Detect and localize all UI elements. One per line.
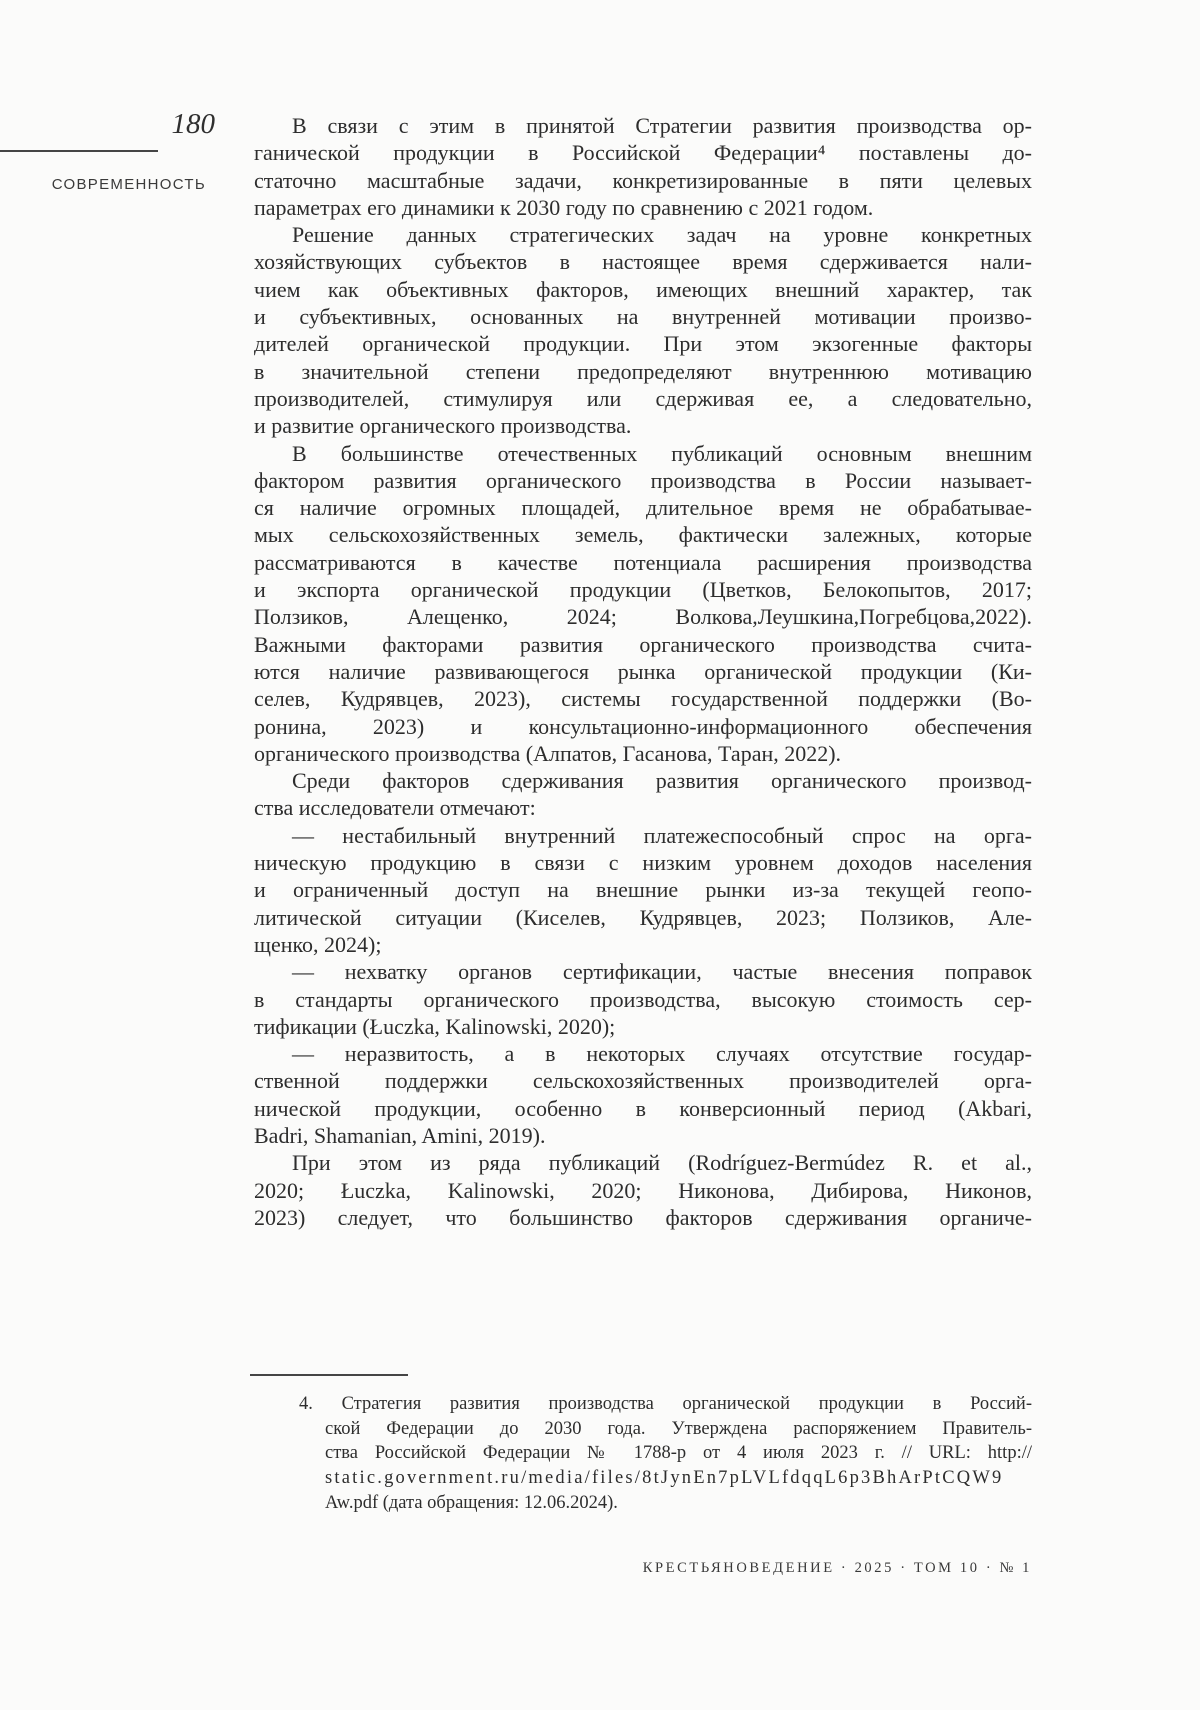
text-line: щенко, 2024); [254,931,382,957]
paragraph [254,1149,1032,1231]
text-line: хозяйствующих субъектов в настоящее время сдерживается нали- [254,249,1032,275]
text-line: ются наличие развивающегося рынка органической продукции (Ки- [254,658,1032,684]
paragraph [254,958,1032,1040]
paragraph [254,440,1032,768]
footnote-line: ства Российской Федерации № 1788-р от 4 июля 2023 г. // URL: http:// [325,1443,1032,1464]
body-text [254,112,1032,1231]
text-line: в стандарты органического производства, высокую стоимость сер- [254,986,1032,1012]
text-line: ственной поддержки сельскохозяйственных производителей орга- [254,1068,1032,1094]
text-line: фактором развития органического производства в России называет- [254,467,1032,493]
footnote [299,1392,1032,1516]
text-line: и экспорта органической продукции (Цветков, Белокопытов, 2017; [254,577,1032,603]
text-line: статочно масштабные задачи, конкретизированные в пяти целевых [254,167,1032,193]
text-line: и развитие органического производства. [254,413,632,439]
text-line: При этом из ряда публикаций (Rodríguez-Bermúdez R. et al., [292,1150,1032,1176]
text-line: мых сельскохозяйственных земель, фактически залежных, которые [254,522,1032,548]
page-number: 180 [171,108,215,140]
text-line: — нехватку органов сертификации, частые внесения поправок [292,959,1032,985]
paragraph [254,822,1032,958]
text-line: рассматриваются в качестве потенциала расширения производства [254,549,1032,575]
text-line: В большинстве отечественных публикаций основным внешним [292,440,1032,466]
text-line: Ползиков, Алещенко, 2024; Волкова,Леушкина,Погребцова,2022). [254,604,1032,630]
text-line: чием как объективных факторов, имеющих внешний характер, так [254,276,1032,302]
paragraph [254,112,1032,221]
text-line: В связи с этим в принятой Стратегии развития производства ор- [292,113,1032,138]
footnote-line: 4. Стратегия развития производства органической продукции в Россий- [299,1394,1032,1414]
text-line: и ограниченный доступ на внешние рынки из-за текущей геопо- [254,877,1032,903]
text-line: и субъективных, основанных на внутренней мотивации произво- [254,304,1032,330]
text-line: параметрах его динамики к 2030 году по сравнению с 2021 годом. [254,194,874,220]
text-line: 2023) следует, что большинство факторов сдерживания органиче- [254,1204,1032,1230]
text-line: 2020; Łuczka, Kalinowski, 2020; Никонова, Дибирова, Никонов, [254,1177,1032,1203]
text-line: нической продукции, особенно в конверсионный период (Akbari, [254,1095,1032,1121]
text-line: тификации (Łuczka, Kalinowski, 2020); [254,1013,616,1039]
header-rule [0,150,158,152]
text-line: ническую продукцию в связи с низким уровнем доходов населения [254,850,1032,876]
footnote-rule [250,1374,408,1376]
text-line: Среди факторов сдерживания развития органического производ- [292,768,1032,794]
paragraph [254,221,1032,439]
journal-footer: КРЕСТЬЯНОВЕДЕНИЕ · 2025 · ТОМ 10 · № 1 [642,1560,1032,1576]
text-line: литической ситуации (Киселев, Кудрявцев, 2023; Ползиков, Але- [254,904,1032,930]
text-line: селев, Кудрявцев, 2023), системы государственной поддержки (Во- [254,686,1032,712]
text-line: Важными факторами развития органического производства счита- [254,631,1032,657]
text-line: дителей органической продукции. При этом экзогенные факторы [254,331,1032,357]
text-line: производителей, стимулируя или сдерживая ее, а следовательно, [254,385,1032,411]
text-line: ганической продукции в Российской Федерации⁴ поставлены до- [254,140,1032,166]
text-line: — неразвитость, а в некоторых случаях отсутствие государ- [292,1041,1032,1067]
text-line: ства исследователи отмечают: [254,795,536,821]
text-line: органического производства (Алпатов, Гасанова, Таран, 2022). [254,740,842,766]
footnote-url-line: static.government.ru/media/files/8tJynEn7pLVLfdqqL6p3BhArPtCQW9 [325,1468,1004,1489]
footnote-line: Aw.pdf (дата обращения: 12.06.2024). [325,1492,618,1513]
text-line: Badri, Shamanian, Amini, 2019). [254,1122,546,1148]
text-line: Решение данных стратегических задач на уровне конкретных [292,222,1032,248]
paragraph [254,767,1032,822]
text-line: в значительной степени предопределяют внутреннюю мотивацию [254,358,1032,384]
footnote-line: ской Федерации до 2030 года. Утверждена распоряжением Правитель- [325,1418,1032,1439]
text-line: ся наличие огромных площадей, длительное время не обрабатывае- [254,495,1032,521]
section-rubric: СОВРЕМЕННОСТЬ [51,176,206,193]
text-line: — нестабильный внутренний платежеспособный спрос на орга- [292,822,1032,848]
paragraph [254,1040,1032,1149]
text-line: ронина, 2023) и консультационно-информационного обеспечения [254,713,1032,739]
